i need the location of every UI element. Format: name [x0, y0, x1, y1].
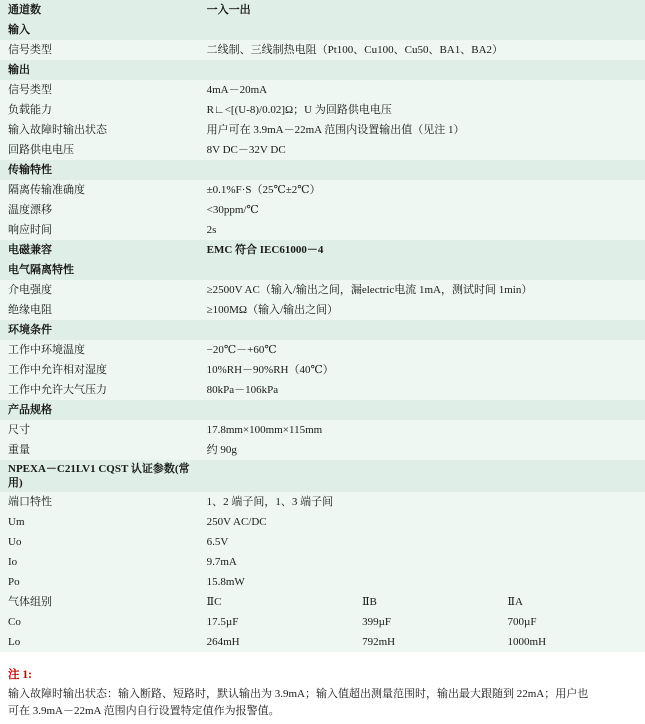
spec-value: 80kPa－106kPa — [199, 380, 645, 400]
spec-item-row — [0, 80, 645, 100]
spec-label: Po — [0, 572, 199, 592]
spec-item-row — [0, 532, 645, 552]
spec-value: 9.7mA — [199, 552, 645, 572]
spec-value — [199, 320, 645, 340]
spec-value — [199, 20, 645, 40]
spec-label: Co — [0, 612, 199, 632]
spec-item-row — [0, 632, 645, 652]
spec-value: 10%RH－90%RH（40℃） — [199, 360, 645, 380]
spec-item-row — [0, 492, 645, 512]
spec-value: 792mH — [354, 632, 499, 652]
spec-value: −20℃－+60℃ — [199, 340, 645, 360]
footnote-line: 可在 3.9mA－22mA 范围内自行设置特定值作为报警值。 — [8, 705, 280, 717]
spec-value: 250V AC/DC — [199, 512, 645, 532]
spec-value: 二线制、三线制热电阻（Pt100、Cu100、Cu50、BA1、BA2） — [199, 40, 645, 60]
spec-item-row — [0, 552, 645, 572]
spec-section-row — [0, 160, 645, 180]
spec-value — [199, 260, 645, 280]
spec-label: 响应时间 — [0, 220, 199, 240]
spec-item-row — [0, 340, 645, 360]
spec-label: 输入故障时输出状态 — [0, 120, 199, 140]
spec-item-row — [0, 612, 645, 632]
spec-section-row — [0, 240, 645, 260]
spec-section-row — [0, 320, 645, 340]
spec-label: 绝缘电阻 — [0, 300, 199, 320]
spec-label: 工作中允许相对湿度 — [0, 360, 199, 380]
spec-label: 重量 — [0, 440, 199, 460]
spec-label: Io — [0, 552, 199, 572]
spec-value — [199, 460, 645, 492]
spec-label: 工作中允许大气压力 — [0, 380, 199, 400]
spec-value: 1000mH — [500, 632, 645, 652]
spec-value — [199, 400, 645, 420]
spec-label: 通道数 — [0, 0, 199, 20]
spec-item-row — [0, 420, 645, 440]
spec-value: 6.5V — [199, 532, 645, 552]
spec-label: 温度漂移 — [0, 200, 199, 220]
spec-item-row — [0, 120, 645, 140]
spec-label: 电气隔离特性 — [0, 260, 199, 280]
spec-value: 17.5µF — [199, 612, 354, 632]
spec-value: 2s — [199, 220, 645, 240]
spec-label: Lo — [0, 632, 199, 652]
spec-value: <30ppm/℃ — [199, 200, 645, 220]
spec-section-row — [0, 60, 645, 80]
spec-label: 端口特性 — [0, 492, 199, 512]
spec-item-row — [0, 200, 645, 220]
spec-value: R∟<[(U-8)/0.02]Ω；U 为回路供电电压 — [199, 100, 645, 120]
spec-value: 一入一出 — [199, 0, 645, 20]
spec-label: 隔离传输准确度 — [0, 180, 199, 200]
spec-label: 介电强度 — [0, 280, 199, 300]
spec-label: 输入 — [0, 20, 199, 40]
spec-item-row — [0, 40, 645, 60]
spec-value: ⅡC — [199, 592, 354, 612]
spec-label: 负载能力 — [0, 100, 199, 120]
spec-label: 尺寸 — [0, 420, 199, 440]
spec-section-row — [0, 0, 645, 20]
spec-label: 气体组别 — [0, 592, 199, 612]
spec-label: 环境条件 — [0, 320, 199, 340]
spec-value: 8V DC－32V DC — [199, 140, 645, 160]
footnote-block — [0, 666, 645, 720]
spec-item-row — [0, 180, 645, 200]
spec-section-row — [0, 260, 645, 280]
spec-item-row — [0, 300, 645, 320]
spec-label: 电磁兼容 — [0, 240, 199, 260]
spec-item-row — [0, 572, 645, 592]
spec-item-row — [0, 380, 645, 400]
spec-label: 回路供电电压 — [0, 140, 199, 160]
spec-section-row — [0, 20, 645, 40]
spec-value: 17.8mm×100mm×115mm — [199, 420, 645, 440]
spec-value: ≥100MΩ（输入/输出之间） — [199, 300, 645, 320]
spec-value: 4mA－20mA — [199, 80, 645, 100]
spec-item-row — [0, 220, 645, 240]
spec-label: Um — [0, 512, 199, 532]
spec-label: 工作中环境温度 — [0, 340, 199, 360]
spec-item-row — [0, 280, 645, 300]
spec-label: 输出 — [0, 60, 199, 80]
spec-label: 信号类型 — [0, 80, 199, 100]
spec-label: NPEXA－C21LV1 CQST 认证参数(常用) — [0, 460, 199, 492]
spec-value: ⅡB — [354, 592, 499, 612]
spec-value: 1、2 端子间，1、3 端子间 — [199, 492, 645, 512]
spec-item-row — [0, 592, 645, 612]
spec-value: 700µF — [500, 612, 645, 632]
spec-label: Uo — [0, 532, 199, 552]
spec-label: 产品规格 — [0, 400, 199, 420]
spec-item-row — [0, 360, 645, 380]
spec-value: 用户可在 3.9mA－22mA 范围内设置输出值（见注 1） — [199, 120, 645, 140]
spec-item-row — [0, 512, 645, 532]
footnote-line: 输入故障时输出状态：输入断路、短路时，默认输出为 3.9mA；输入值超出测量范围时，输出最大跟随到 22mA；用户也 — [8, 688, 589, 700]
spec-value — [199, 160, 645, 180]
spec-value — [199, 60, 645, 80]
spec-label: 信号类型 — [0, 40, 199, 60]
spec-item-row — [0, 140, 645, 160]
spec-item-row — [0, 440, 645, 460]
spec-value: 264mH — [199, 632, 354, 652]
spec-value: ⅡA — [500, 592, 645, 612]
spec-value: 15.8mW — [199, 572, 645, 592]
spec-value: ≥2500V AC（输入/输出之间，漏electric电流 1mA，测试时间 1min） — [199, 280, 645, 300]
footnote-title: 注 1: — [8, 669, 32, 681]
spec-value: 399µF — [354, 612, 499, 632]
spec-label: 传输特性 — [0, 160, 199, 180]
spec-section-row — [0, 460, 645, 492]
spec-value: EMC 符合 IEC61000－4 — [199, 240, 645, 260]
spec-section-row — [0, 400, 645, 420]
spec-value: ±0.1%F·S（25℃±2℃） — [199, 180, 645, 200]
spec-item-row — [0, 100, 645, 120]
spec-value: 约 90g — [199, 440, 645, 460]
footnote-body — [8, 686, 637, 720]
